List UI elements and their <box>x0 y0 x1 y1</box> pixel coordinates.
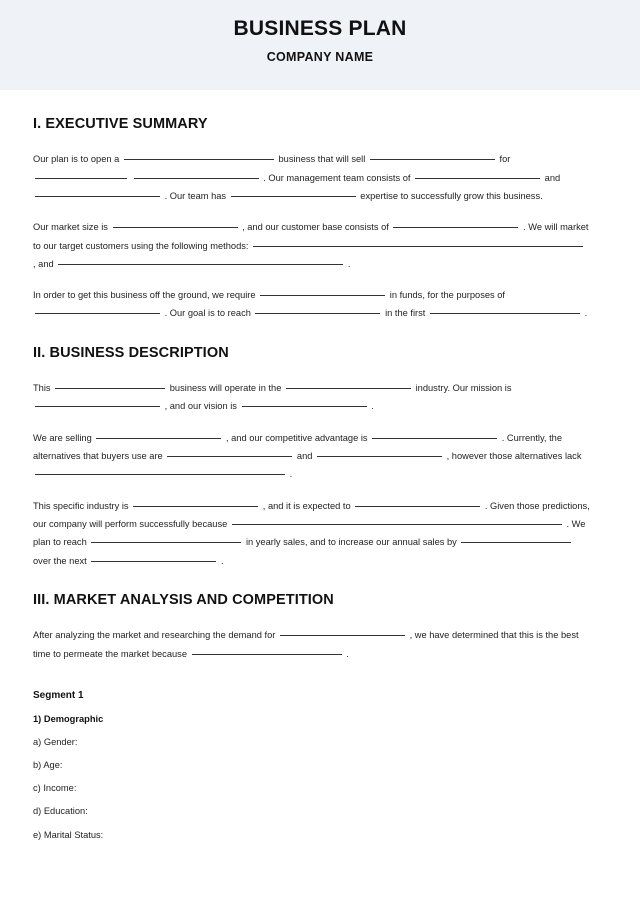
blank-field-industry-state[interactable] <box>133 498 258 507</box>
blank-field-industry-expectation[interactable] <box>355 498 480 507</box>
document-title: BUSINESS PLAN <box>233 17 407 40</box>
text-fragment: . <box>346 648 349 659</box>
blank-field-demand-subject[interactable] <box>280 627 405 636</box>
blank-field-marketing-methods-2[interactable] <box>58 256 343 265</box>
list-item[interactable]: c) Income: <box>33 783 77 794</box>
text-fragment: . <box>371 401 374 412</box>
text-fragment: After analyzing the market and researching the demand for <box>33 630 276 641</box>
text-fragment: and <box>544 172 561 183</box>
text-fragment: Our plan is to open a <box>33 154 120 165</box>
paragraph-funding <box>33 286 590 323</box>
document-header <box>0 0 640 90</box>
text-fragment: over the next <box>33 555 87 566</box>
blank-field-marketing-methods-1[interactable] <box>253 238 583 247</box>
text-fragment: , and our vision is <box>164 401 237 412</box>
text-fragment: , and <box>33 258 54 269</box>
list-item[interactable]: d) Education: <box>33 806 88 817</box>
blank-field-success-reason[interactable] <box>232 516 562 525</box>
blank-field-funds-purpose[interactable] <box>35 305 160 314</box>
blank-field-alternatives-lack[interactable] <box>35 466 285 475</box>
section-spacer <box>33 570 590 592</box>
blank-field-offering[interactable] <box>96 430 221 439</box>
document-body <box>0 90 640 841</box>
text-fragment: , and our competitive advantage is <box>225 432 368 443</box>
text-fragment: . Currently, the alternatives that buyers use are <box>33 432 563 462</box>
text-fragment: . <box>220 555 224 566</box>
text-fragment: Our market size is <box>33 222 108 233</box>
demographic-list-label: 1) Demographic <box>33 713 104 724</box>
list-item[interactable]: b) Age: <box>33 760 63 771</box>
text-fragment: industry. Our mission is <box>415 383 512 394</box>
text-fragment: , and it is expected to <box>262 500 351 511</box>
blank-field-team-member-1[interactable] <box>415 170 540 179</box>
list-item[interactable]: e) Marital Status: <box>33 829 104 840</box>
text-fragment: business will operate in the <box>169 383 282 394</box>
text-fragment: . We will market to our target customers using the following methods: <box>33 222 589 251</box>
section-spacer <box>33 323 590 345</box>
blank-field-sales-period[interactable] <box>91 553 216 562</box>
text-fragment: This <box>33 383 51 394</box>
blank-field-yearly-sales[interactable] <box>91 534 241 543</box>
section-heading-business-description: II. BUSINESS DESCRIPTION <box>33 344 229 361</box>
paragraph-market-timing <box>33 626 590 663</box>
blank-field-product[interactable] <box>370 151 495 160</box>
section-heading-executive-summary: I. EXECUTIVE SUMMARY <box>33 116 208 132</box>
text-fragment: . <box>347 258 351 269</box>
paragraph-industry-outlook <box>33 497 590 570</box>
blank-field-advantage[interactable] <box>372 430 497 439</box>
blank-field-market-size[interactable] <box>113 219 238 228</box>
blank-field-alternative-2[interactable] <box>317 448 442 457</box>
blank-field-audience-a[interactable] <box>35 170 127 179</box>
blank-field-mission[interactable] <box>35 398 160 407</box>
text-fragment: . Our team has <box>164 190 227 201</box>
text-fragment: in funds, for the purposes of <box>389 290 506 301</box>
text-fragment: This specific industry is <box>33 500 129 511</box>
text-fragment: . <box>584 308 588 319</box>
blank-field-alternative-1[interactable] <box>167 448 292 457</box>
text-fragment: for <box>499 154 511 165</box>
blank-field-goal[interactable] <box>255 305 380 314</box>
blank-field-customer-base[interactable] <box>393 219 518 228</box>
text-fragment: , and our customer base consists of <box>242 222 389 233</box>
blank-field-team-member-2[interactable] <box>35 188 160 197</box>
text-fragment: . <box>289 469 293 480</box>
segment-title: Segment 1 <box>33 689 84 701</box>
segment-spacer <box>33 676 590 690</box>
blank-field-business-type[interactable] <box>124 151 274 160</box>
text-fragment: in yearly sales, and to increase our annual sales by <box>245 537 457 548</box>
section-heading-market-analysis: III. MARKET ANALYSIS AND COMPETITION <box>33 591 334 608</box>
blank-field-sales-increase[interactable] <box>461 534 571 543</box>
text-fragment: In order to get this business off the ground, we require <box>33 290 256 301</box>
blank-field-industry[interactable] <box>286 380 411 389</box>
text-fragment: . Our management team consists of <box>263 172 411 183</box>
paragraph-mission-vision <box>33 379 590 416</box>
paragraph-competitive-advantage <box>33 429 590 484</box>
blank-field-expertise[interactable] <box>231 188 356 197</box>
blank-field-audience-b[interactable] <box>134 170 259 179</box>
paragraph-market-size <box>33 218 590 273</box>
text-fragment: , however those alternatives lack <box>446 451 582 462</box>
section-business-description <box>33 345 590 570</box>
blank-field-goal-timeframe[interactable] <box>430 305 580 314</box>
text-fragment: , we have determined that this is the best time to permeate the market because <box>33 630 579 659</box>
text-fragment: We are selling <box>33 432 92 443</box>
text-fragment: in the first <box>385 308 426 319</box>
text-fragment: . Given those predictions, our company will perform successfully because <box>33 500 590 529</box>
blank-field-funds-required[interactable] <box>260 287 385 296</box>
text-fragment: business that will sell <box>278 154 366 165</box>
blank-field-business-descriptor[interactable] <box>55 380 165 389</box>
company-name: COMPANY NAME <box>266 50 374 65</box>
section-executive-summary <box>33 116 590 323</box>
paragraph-plan-overview <box>33 150 590 205</box>
text-fragment: . Our goal is to reach <box>164 308 251 319</box>
list-item[interactable]: a) Gender: <box>33 736 78 747</box>
blank-field-vision[interactable] <box>242 398 367 407</box>
text-fragment: expertise to successfully grow this business. <box>360 190 543 201</box>
section-market-analysis <box>33 592 590 841</box>
text-fragment: and <box>296 451 313 462</box>
blank-field-timing-reason[interactable] <box>192 646 342 655</box>
text-fragment: . We plan to reach <box>33 518 586 548</box>
